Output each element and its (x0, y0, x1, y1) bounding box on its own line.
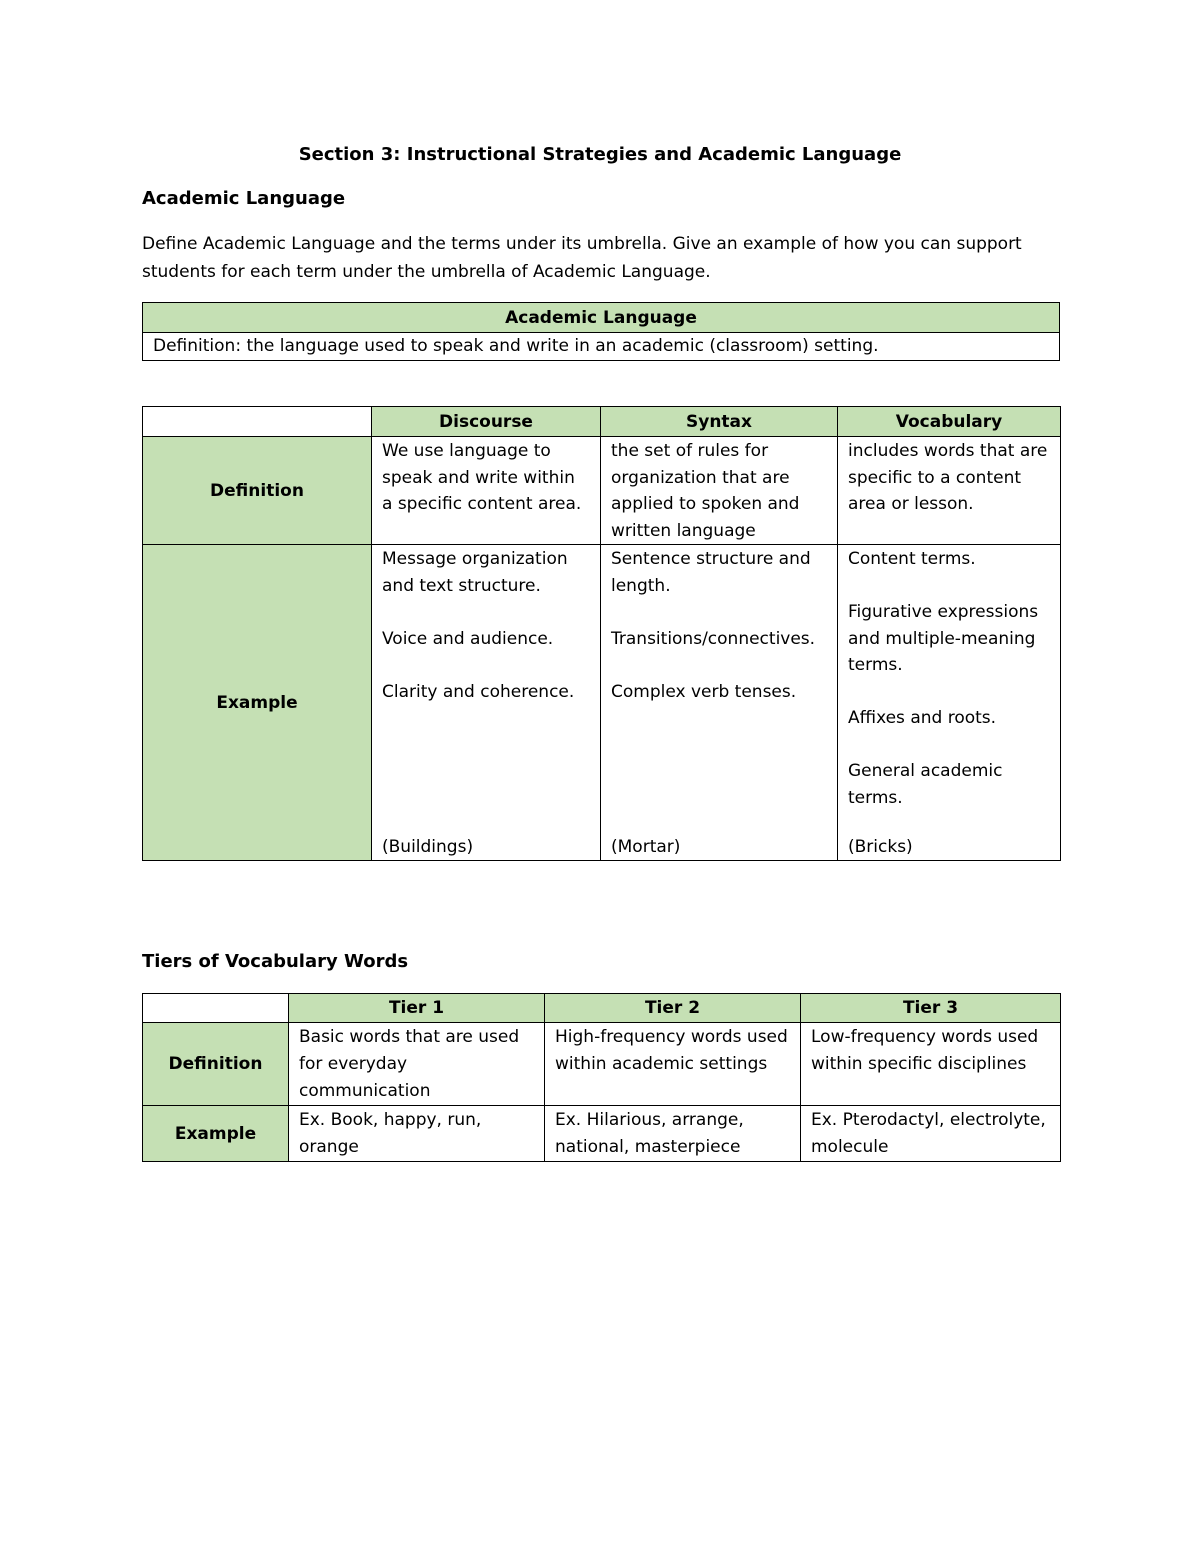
terms-header-row (143, 407, 1061, 437)
syntax-examples (601, 545, 838, 861)
syntax-example-item: Transitions/connectives. (611, 628, 816, 649)
tier-1-definition: Basic words that are used for everyday communication (289, 1023, 545, 1106)
page-title: Section 3: Instructional Strategies and Academic Language (298, 144, 902, 165)
row-label-definition: Definition (143, 437, 372, 545)
terms-example-row (143, 545, 1061, 861)
discourse-metaphor: (Buildings) (382, 836, 474, 857)
column-header-vocabulary: Vocabulary (838, 407, 1061, 437)
column-header-syntax: Syntax (601, 407, 838, 437)
tiers-corner-cell (143, 994, 289, 1023)
instructions-text: Define Academic Language and the terms under its umbrella. Give an example of how you can support students for each term under the umbrella of Academic Language. (142, 234, 1022, 282)
tier-1-example: Ex. Book, happy, run, orange (289, 1106, 545, 1162)
vocabulary-example-item: General academic terms. (848, 761, 1003, 808)
syntax-example-item: Complex verb tenses. (611, 681, 797, 702)
discourse-example-item: Message organization and text structure. (382, 549, 568, 596)
column-header-tier-1: Tier 1 (289, 994, 545, 1023)
terms-definition-row (143, 437, 1061, 545)
column-header-discourse: Discourse (372, 407, 601, 437)
tiers-row-label-definition: Definition (143, 1023, 289, 1106)
vocabulary-metaphor: (Bricks) (848, 836, 913, 857)
academic-language-definition: Definition: the language used to speak and write in an academic (classroom) setting. (143, 333, 1060, 361)
definition-table-header: Academic Language (143, 303, 1060, 333)
tiers-example-row (143, 1106, 1061, 1162)
vocabulary-example-item: Affixes and roots. (848, 708, 997, 728)
discourse-example-item: Voice and audience. (382, 628, 554, 649)
academic-language-terms-table (142, 406, 1061, 861)
vocabulary-tiers-table (142, 993, 1061, 1162)
tiers-heading: Tiers of Vocabulary Words (142, 951, 409, 972)
tier-3-definition: Low-frequency words used within specific disciplines (801, 1023, 1061, 1106)
vocabulary-example-item: Figurative expressions and multiple-meaning terms. (848, 602, 1039, 675)
column-header-tier-3: Tier 3 (801, 994, 1061, 1023)
tiers-definition-row (143, 1023, 1061, 1106)
academic-language-heading: Academic Language (142, 188, 346, 209)
discourse-example-item: Clarity and coherence. (382, 681, 575, 702)
tiers-header-row (143, 994, 1061, 1023)
tier-2-example: Ex. Hilarious, arrange, national, masterpiece (545, 1106, 801, 1162)
tiers-row-label-example: Example (143, 1106, 289, 1162)
discourse-examples (372, 545, 601, 861)
academic-language-definition-table (142, 302, 1060, 361)
vocabulary-definition: includes words that are specific to a content area or lesson. (838, 437, 1061, 545)
vocabulary-example-item: Content terms. (848, 549, 976, 569)
syntax-metaphor: (Mortar) (611, 836, 681, 857)
tier-3-example: Ex. Pterodactyl, electrolyte, molecule (801, 1106, 1061, 1162)
vocabulary-examples (838, 545, 1061, 861)
discourse-definition: We use language to speak and write within a specific content area. (372, 437, 601, 545)
terms-corner-cell (143, 407, 372, 437)
row-label-example: Example (143, 545, 372, 861)
column-header-tier-2: Tier 2 (545, 994, 801, 1023)
tier-2-definition: High-frequency words used within academic settings (545, 1023, 801, 1106)
syntax-example-item: Sentence structure and length. (611, 549, 811, 596)
syntax-definition: the set of rules for organization that are applied to spoken and written language (601, 437, 838, 545)
